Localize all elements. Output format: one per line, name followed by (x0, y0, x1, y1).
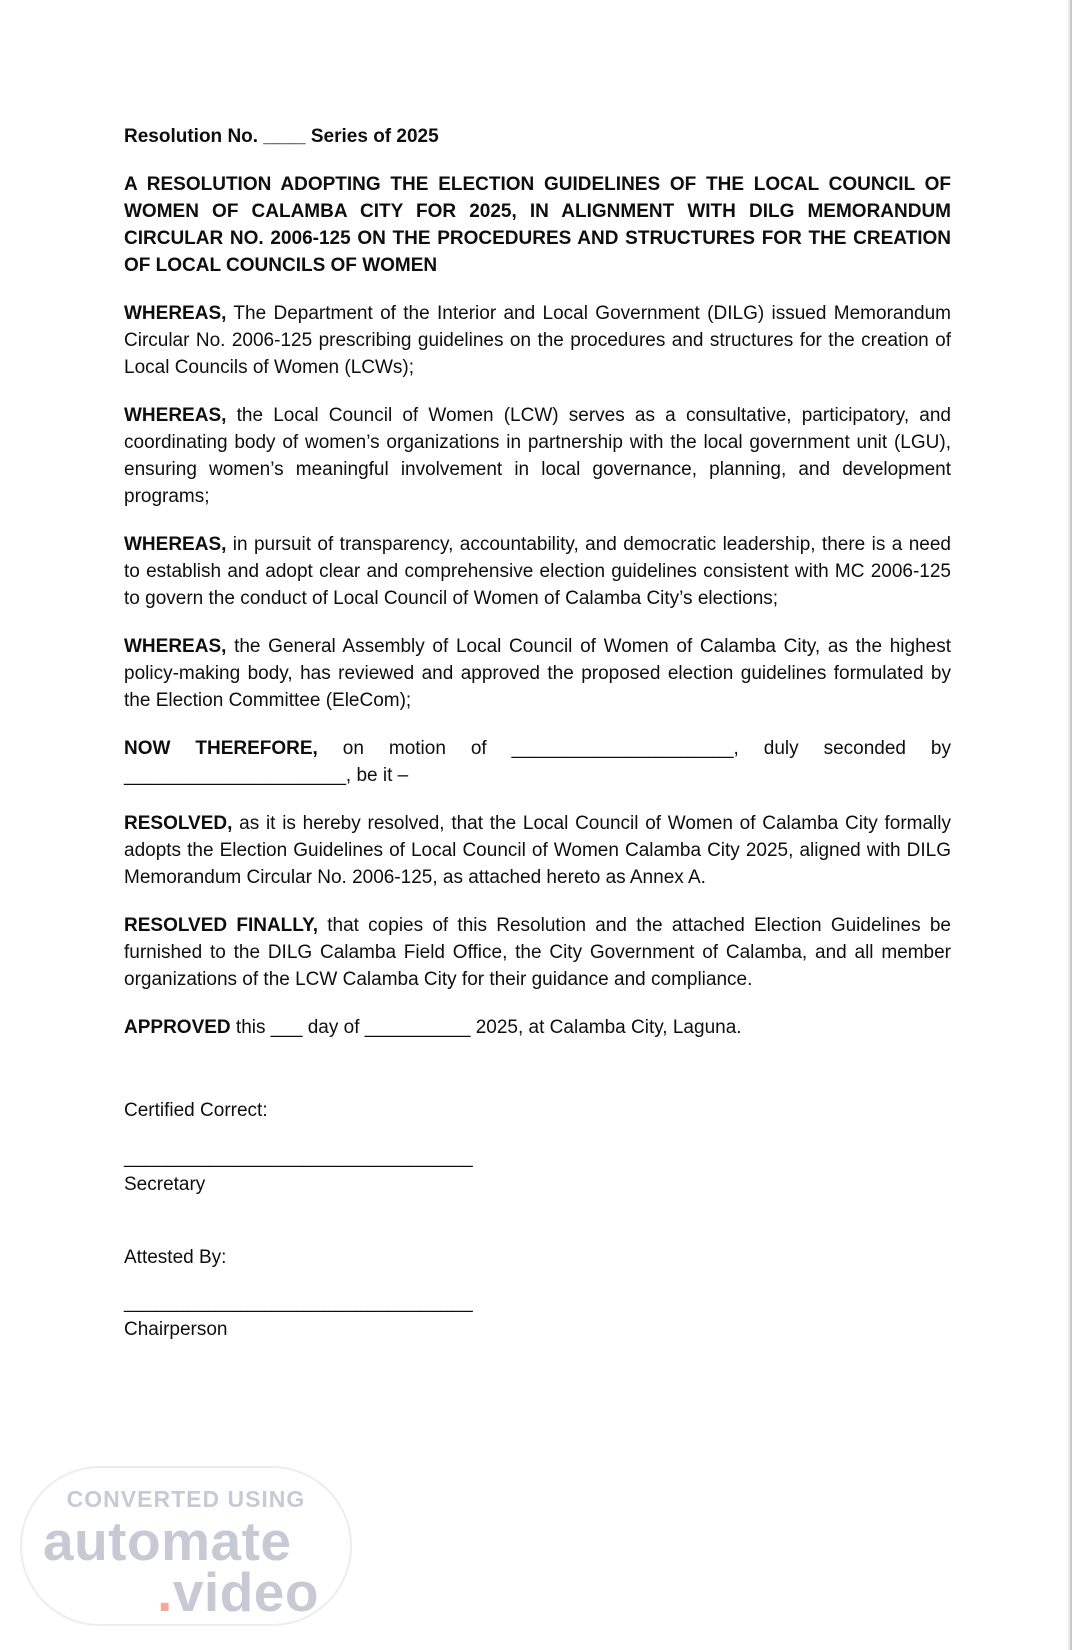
whereas-4-lead: WHEREAS, (124, 636, 227, 657)
whereas-1-lead: WHEREAS, (124, 303, 227, 324)
page-scan-edge-line (1070, 0, 1072, 1650)
resolved-lead: RESOLVED, (124, 813, 233, 834)
paragraph-whereas-3 (124, 531, 957, 612)
secretary-title: Secretary (124, 1174, 206, 1195)
watermark-automate-text: automate (43, 1510, 292, 1572)
now-therefore-body: on motion of _____________________, duly seconded by _____________________, be it – (124, 738, 957, 786)
watermark-converted-using-text: CONVERTED USING (66, 1486, 306, 1512)
whereas-4-body: the General Assembly of Local Council of Women of Calamba City, as the highest policy-making body, has reviewed and approved the proposed election guidelines formulated by the Election Committee (EleCom); (124, 636, 957, 711)
secretary-signature-line: _________________________________ (124, 1147, 473, 1168)
resolved-body: as it is hereby resolved, that the Local Council of Women of Calamba City formally adopts the Election Guidelines of Local Council of Women Calamba City 2025, aligned with DILG Memorandum Circular No. 2006-125, as attached hereto as Annex A. (124, 813, 957, 888)
certified-correct-label: Certified Correct: (124, 1100, 268, 1121)
watermark-video-word: video (172, 1561, 319, 1623)
whereas-3-body: in pursuit of transparency, accountability, and democratic leadership, there is a need to establish and adopt clear and comprehensive election guidelines consistent with MC 2006-125 to govern the conduct of Local Council of Women of Calamba City’s elections; (124, 534, 957, 609)
paragraph-whereas-2 (124, 402, 957, 510)
automate-video-watermark-badge (20, 1466, 352, 1626)
whereas-2-body: the Local Council of Women (LCW) serves as a consultative, participatory, and coordinating body of women’s organizations in partnership with the local government unit (LGU), ensuring women’s meaningful involvement in local governance, planning, and development programs; (124, 405, 957, 507)
attested-by-label: Attested By: (124, 1247, 227, 1268)
resolved-finally-body: that copies of this Resolution and the attached Election Guidelines be furnished to the DILG Calamba Field Office, the City Government of Calamba, and all member organizations of the LCW Calamba City for their guidance and compliance. (124, 915, 957, 990)
whereas-1-body: The Department of the Interior and Local Government (DILG) issued Memorandum Circular No. 2006-125 prescribing guidelines on the procedures and structures for the creation of Local Councils of Women (LCWs); (124, 303, 957, 378)
resolved-finally-lead: RESOLVED FINALLY, (124, 915, 318, 936)
chairperson-title: Chairperson (124, 1319, 228, 1340)
whereas-3-lead: WHEREAS, (124, 534, 227, 555)
resolution-number-line: Resolution No. ____ Series of 2025 (124, 126, 439, 147)
whereas-2-lead: WHEREAS, (124, 405, 227, 426)
watermark-dot: . (157, 1561, 173, 1623)
paragraph-whereas-4 (124, 633, 957, 714)
chairperson-signature-line: _________________________________ (124, 1292, 473, 1313)
paragraph-resolved (124, 810, 957, 891)
approved-lead: APPROVED (124, 1017, 231, 1038)
now-therefore-lead: NOW THEREFORE, (124, 738, 318, 759)
approved-body: this ___ day of __________ 2025, at Calamba City, Laguna. (230, 1017, 742, 1038)
paragraph-whereas-1 (124, 300, 957, 381)
watermark-video-text (22, 1561, 319, 1623)
paragraph-resolved-finally (124, 912, 957, 993)
paragraph-now-therefore (124, 735, 957, 789)
resolution-title: A RESOLUTION ADOPTING THE ELECTION GUIDELINES OF THE LOCAL COUNCIL OF WOMEN OF CALAMBA CITY FOR 2025, IN ALIGNMENT WITH DILG MEMORANDUM CIRCULAR NO. 2006-125 ON THE PROCEDURES AND STRUCTURES FOR THE CREATION OF LOCAL COUNCILS OF WOMEN (124, 174, 951, 276)
paragraph-approved (124, 1014, 951, 1041)
